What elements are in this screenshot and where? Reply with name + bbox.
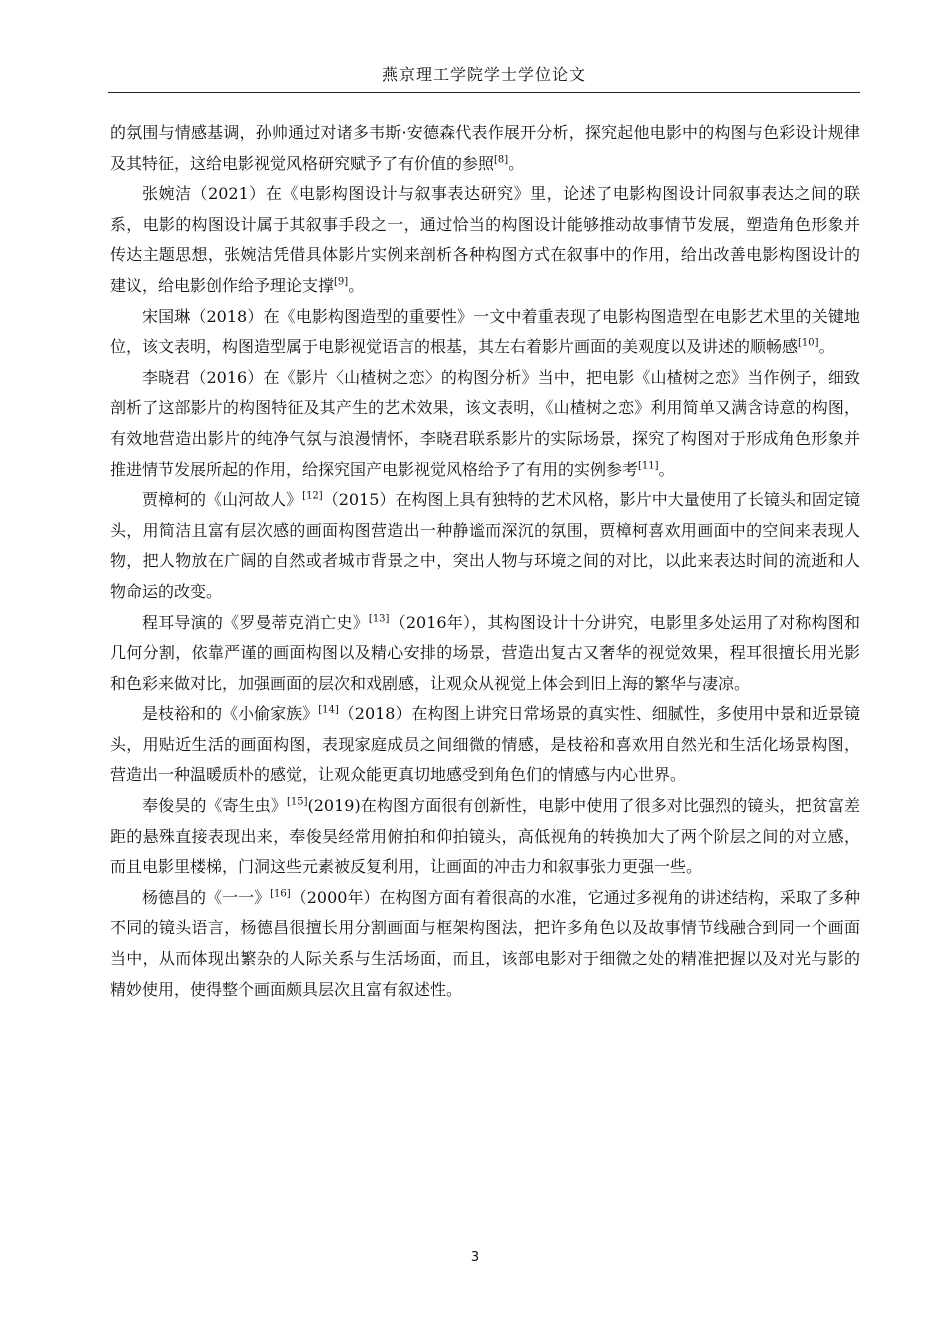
body-text — [110, 118, 860, 1005]
paragraph-text: 。 — [508, 153, 525, 173]
paragraph-text: 奉俊昊的《寄生虫》 — [142, 796, 287, 816]
paragraph-text: （2018）在构图上讲究日常场景的真实性、细腻性，多使用中景和近景镜头，用贴近生活的画面构图，表现家庭成员之间细微的情感，是枝裕和喜欢用自然光和生活化场景构图，营造出一种温暖质朴的感觉，让观众能更真切地感受到角色们的情感与内心世界。 — [110, 704, 860, 785]
paragraph-text: （2000年）在构图方面有着很高的水准，它通过多视角的讲述结构，采取了多种不同的镜头语言，杨德昌很擅长用分割画面与框架构图法，把许多角色以及故事情节线融合到同一个画面当中，从而体现出繁杂的人际关系与生活场面，而且，该部电影对于细微之处的精准把握以及对光与影的精妙使用，使得整个画面颇具层次且富有叙述性。 — [110, 887, 860, 999]
paragraph-text: (2019)在构图方面很有创新性，电影中使用了很多对比强烈的镜头，把贫富差距的悬殊直接表现出来，奉俊昊经常用俯拍和仰拍镜头，高低视角的转换加大了两个阶层之间的对立感，而且电影里楼梯，门洞这些元素被反复利用，让画面的冲击力和叙事张力更强一些。 — [110, 796, 860, 877]
citation-marker: [14] — [318, 704, 339, 716]
paragraph-text: 。 — [658, 459, 675, 479]
paragraph-text: 贾樟柯的《山河故人》 — [142, 490, 303, 510]
paragraph-text: 杨德昌的《一一》 — [142, 887, 271, 907]
paragraph-text: 。 — [818, 337, 835, 357]
citation-marker: [16] — [270, 888, 291, 900]
paragraph — [110, 791, 860, 883]
citation-marker: [13] — [368, 613, 390, 625]
paragraph — [110, 302, 860, 363]
paragraph-text: 是枝裕和的《小偷家族》 — [142, 704, 319, 724]
paragraph — [110, 608, 860, 700]
paragraph-text: 宋国琳（2018）在《电影构图造型的重要性》一文中着重表现了电影构图造型在电影艺术里的关键地位，该文表明，构图造型属于电影视觉语言的根基，其左右着影片画面的美观度以及讲述的顺畅感 — [110, 306, 860, 357]
citation-marker: [12] — [302, 490, 323, 502]
citation-marker: [8] — [494, 154, 509, 166]
paragraph — [110, 485, 860, 607]
paragraph-text: 张婉洁（2021）在《电影构图设计与叙事表达研究》里，论述了电影构图设计同叙事表达之间的联系，电影的构图设计属于其叙事手段之一，通过恰当的构图设计能够推动故事情节发展，塑造角色形象并传达主题思想，张婉洁凭借具体影片实例来剖析各种构图方式在叙事中的作用，给出改善电影构图设计的建议，给电影创作给予理论支撑 — [110, 184, 860, 295]
citation-marker: [10] — [798, 337, 819, 349]
paragraph — [110, 179, 860, 301]
paragraph-text: （2015）在构图上具有独特的艺术风格，影片中大量使用了长镜头和固定镜头，用简洁且富有层次感的画面构图营造出一种静谧而深沉的氛围，贾樟柯喜欢用画面中的空间来表现人物，把人物放在广阔的自然或者城市背景之中，突出人物与环境之间的对比，以此来表达时间的流逝和人物命运的改变。 — [110, 490, 860, 601]
paragraph-text: 李晓君（2016）在《影片〈山楂树之恋〉的构图分析》当中，把电影《山楂树之恋》当作例子，细致剖析了这部影片的构图特征及其产生的艺术效果，该文表明，《山楂树之恋》利用简单又满含诗意的构图，有效地营造出影片的纯净气氛与浪漫情怀，李晓君联系影片的实际场景，探究了构图对于形成角色形象并推进情节发展所起的作用，给探究国产电影视觉风格给予了有用的实例参考 — [110, 367, 860, 479]
paragraph — [110, 363, 860, 485]
paragraph — [110, 699, 860, 791]
paragraph-text: 程耳导演的《罗曼蒂克消亡史》 — [142, 612, 369, 632]
citation-marker: [9] — [334, 276, 349, 288]
paragraph — [110, 118, 860, 179]
paragraph-text: （2016年），其构图设计十分讲究，电影里多处运用了对称构图和几何分割，依靠严谨的画面构图以及精心安排的场景，营造出复古又奢华的视觉效果，程耳很擅长用光影和色彩来做对比，加强画面的层次和戏剧感，让观众从视觉上体会到旧上海的繁华与凄凉。 — [110, 612, 860, 693]
citation-marker: [15] — [286, 796, 308, 808]
paragraph-text: 。 — [348, 275, 365, 295]
paragraph — [110, 883, 860, 1005]
running-header: 燕京理工学院学士学位论文 — [381, 65, 586, 84]
citation-marker: [11] — [638, 460, 659, 472]
page-number: 3 — [470, 1250, 480, 1265]
paragraph-text: 的氛围与情感基调，孙帅通过对诸多韦斯·安德森代表作展开分析，探究起他电影中的构图与色彩设计规律及其特征，这给电影视觉风格研究赋予了有价值的参照 — [110, 123, 860, 173]
header-rule — [108, 92, 860, 93]
